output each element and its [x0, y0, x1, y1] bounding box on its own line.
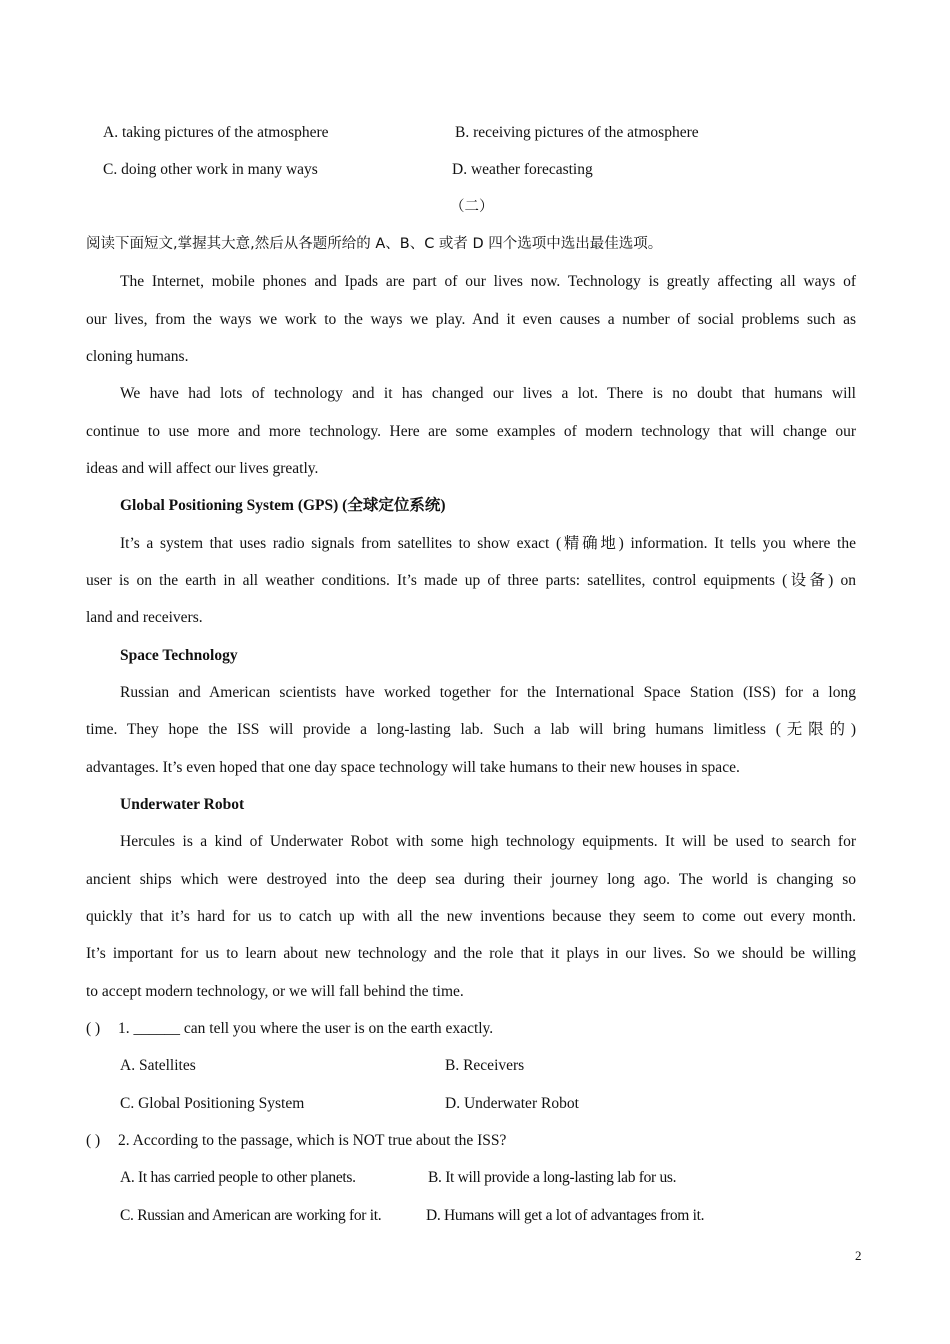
p1-line-1: The Internet, mobile phones and Ipads are part of our lives now. Technology is greatly affecting all ways of [120, 273, 856, 290]
answer-bracket[interactable]: ( ) [86, 1132, 101, 1149]
heading-space-technology: Space Technology [120, 647, 238, 664]
prev-option-d: D. weather forecasting [452, 161, 593, 178]
p4-line-3: advantages. It’s even hoped that one day space technology will take humans to their new houses in space. [86, 759, 740, 776]
prev-option-a: A. taking pictures of the atmosphere [103, 124, 329, 141]
p4-line-2: time. They hope the ISS will provide a long-lasting lab. Such a lab will bring humans limitless (无限的) [86, 721, 856, 738]
p1-line-3: cloning humans. [86, 348, 189, 365]
q1-option-a: A. Satellites [120, 1057, 196, 1074]
p3-line-1: It’s a system that uses radio signals from satellites to show exact (精确地) information. It tells you where the [120, 535, 856, 552]
q1-option-c: C. Global Positioning System [120, 1095, 305, 1112]
p5-line-4: It’s important for us to learn about new technology and the role that it plays in our lives. So we should be willing [86, 945, 856, 962]
p4-line-1: Russian and American scientists have worked together for the International Space Station (ISS) for a long [120, 684, 856, 701]
prev-option-c: C. doing other work in many ways [103, 161, 318, 178]
q1-option-b: B. Receivers [445, 1057, 525, 1074]
q1-option-d: D. Underwater Robot [445, 1095, 579, 1112]
question-stem: 2. According to the passage, which is NOT true about the ISS? [118, 1132, 507, 1149]
section-number: （二） [450, 199, 494, 215]
prev-option-b: B. receiving pictures of the atmosphere [455, 124, 699, 141]
p3-line-3: land and receivers. [86, 609, 203, 626]
p2-line-1: We have had lots of technology and it has changed our lives a lot. There is no doubt that humans will [120, 385, 856, 402]
p2-line-3: ideas and will affect our lives greatly. [86, 460, 319, 477]
heading-underwater-robot: Underwater Robot [120, 796, 245, 813]
p2-line-2: continue to use more and more technology. Here are some examples of modern technology that will change our [86, 423, 856, 440]
p3-line-2: user is on the earth in all weather conditions. It’s made up of three parts: satellites, control equipments (设备) on [86, 572, 856, 589]
p1-line-2: our lives, from the ways we work to the ways we play. And it even causes a number of social problems such as [86, 311, 856, 328]
q2-option-d: D. Humans will get a lot of advantages from it. [426, 1207, 705, 1224]
q2-option-a: A. It has carried people to other planets. [120, 1169, 356, 1186]
answer-bracket[interactable]: ( ) [86, 1020, 101, 1037]
question-2 [86, 1131, 506, 1151]
page-number: 2 [855, 1248, 862, 1263]
p5-line-5: to accept modern technology, or we will fall behind the time. [86, 983, 464, 1000]
q2-option-b: B. It will provide a long-lasting lab for us. [428, 1169, 677, 1186]
q2-option-c: C. Russian and American are working for it. [120, 1207, 382, 1224]
question-1 [86, 1019, 493, 1039]
p5-line-3: quickly that it’s hard for us to catch up with all the new inventions because they seem to come out every month. [86, 908, 856, 925]
section-instruction: 阅读下面短文,掌握其大意,然后从各题所给的 A、B、C 或者 D 四个选项中选出最佳选项。 [86, 236, 663, 252]
p5-line-2: ancient ships which were destroyed into the deep sea during their journey long ago. The world is changing so [86, 871, 856, 888]
p5-line-1: Hercules is a kind of Underwater Robot with some high technology equipments. It will be used to search for [120, 833, 856, 850]
question-stem: 1. ______ can tell you where the user is on the earth exactly. [118, 1020, 494, 1037]
heading-gps: Global Positioning System (GPS) (全球定位系统) [120, 497, 446, 514]
